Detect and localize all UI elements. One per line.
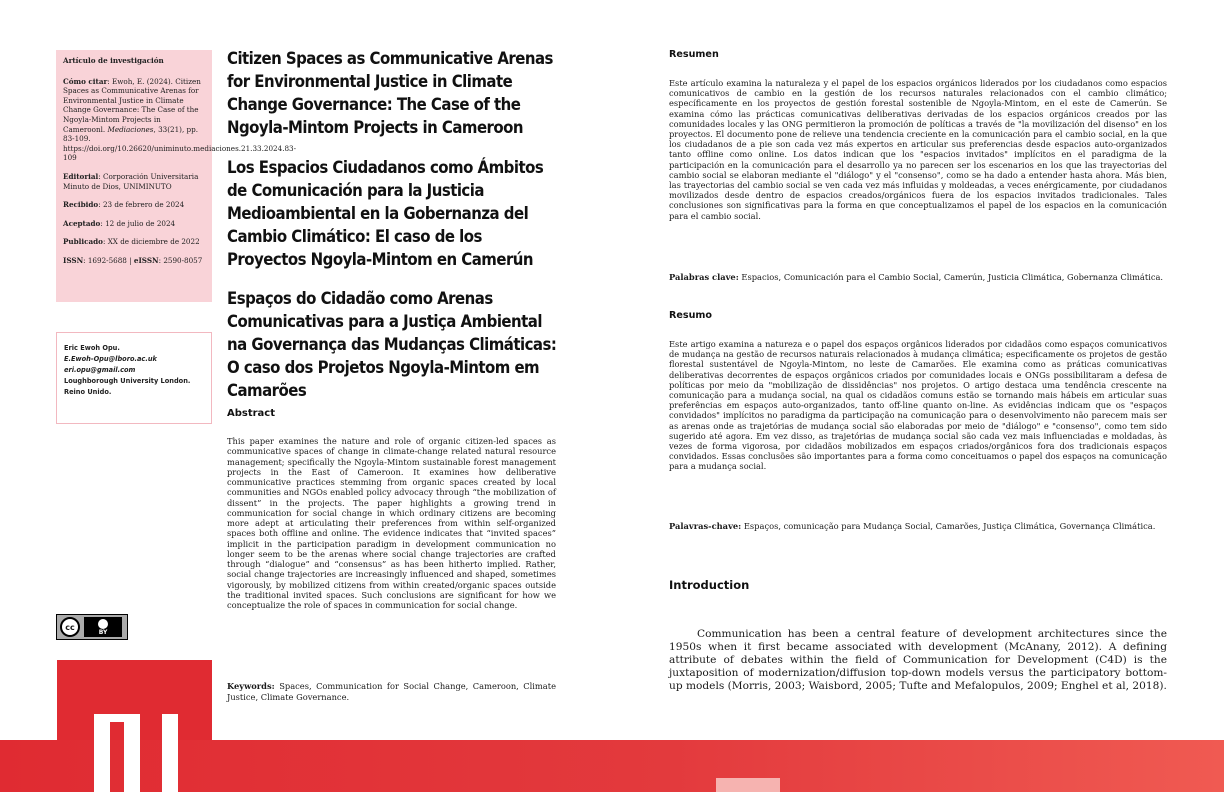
attribution-person-icon [98, 619, 108, 629]
author-country: Reino Unido. [64, 388, 112, 396]
author-name: Eric Ewoh Opu. [64, 344, 120, 352]
abstract-text: This paper examines the nature and role of organic citizen-led spaces as communicative spaces of change in climate-change related natural resource management; specifically the Ngoyla-Mintom sustainable forest management projects in the East of Cameroon. It examines how deliberative communicative practices stemming from organic spaces created by local communities and NGOs enabled policy advocacy through “the mobilization of dissent” in the projects. The paper highlights a growing trend in communication for social change in which ordinary citizens are becoming more adept at articulating their preferences from within self-organized spaces both offline and online. The evidence indicates that “invited spaces” implicit in the participation paradigm in development communication no longer seem to be the arenas where social change trajectories are crafted through “dialogue” and “consensus” as has been hitherto implied. Rather, social change trajectories are increasingly influenced and shaped, sometimes vigorously, by mobilized citizens from within created/organic spaces outside the traditional invited spaces. Such conclusions are significant for how we conceptualize the role of spaces in communication for social change. [227, 436, 556, 610]
issn: ISSN: 1692-5688 | eISSN: 2590-8057 [63, 255, 203, 265]
creative-commons-by-icon[interactable] [56, 614, 128, 640]
logo-stripe-middle [124, 714, 140, 792]
resumen-text: Este artículo examina la naturaleza y el papel de los espacios orgánicos liderados por los ciudadanos como espacios comunicativos de cambio en la gestión de los recursos naturales relacionados con el cambio climático; específicamente en los proyectos de gestión forestal sostenible de Ngoyla-Mintom, en el este de Camerún. Se examina cómo las prácticas comunicativas deliberativas derivadas de los espacios orgánicos creados por las comunidades locales y las ONG permitieron la promoción de políticas a través de "la movilización del disenso" en los proyectos. El documento pone de relieve una tendencia creciente en la comunicación para el cambio social, en la que los ciudadanos de a pie son cada vez más expertos en articular sus preferencias desde espacios auto-organizados tanto offline como online. Los datos indican que los "espacios invitados" implícitos en el paradigma de la participación en la comunicación para el desarrollo ya no parecen ser los escenarios en los que las trayectorias del cambio social se elaboran mediante el "diálogo" y el "consenso", como se ha dado a entender hasta ahora. Más bien, las trayectorias del cambio social se ven cada vez más influidas y moldeadas, a veces enérgicamente, por ciudadanos movilizados desde dentro de espacios creados/orgánicos fuera de los espacios invitados tradicionales. Tales conclusiones son significativas para la forma en que conceptualizamos el papel de los espacios en la comunicación para el cambio social. [669, 78, 1167, 221]
article-type: Artículo de investigación [63, 56, 164, 65]
keywords-english: Keywords: Spaces, Communication for Social Change, Cameroon, Climate Justice, Climate Governance. [227, 681, 556, 702]
footer-accent-stripe [716, 778, 780, 792]
logo-stripe-right [162, 714, 178, 792]
introduction-text: Communication has been a central feature of development architectures since the 1950s when it first became associated with development (McAnany, 2012). A defining attribute of debates within the field of Communication for Development (C4D) is the juxtaposition of modernization/diffusion top-down models versus the participatory bottom-up models (Morris, 2003; Waisbord, 2005; Tufte and Mefalopulos, 2009; Enghel et al, 2018). [669, 628, 1167, 692]
received-date: Recibido: 23 de febrero de 2024 [63, 200, 185, 210]
keywords-spanish: Palabras clave: Espacios, Comunicación para el Cambio Social, Camerún, Justicia Climática, Gobernanza Climática. [669, 272, 1164, 282]
logo-cap-left [94, 714, 140, 722]
title-english: Citizen Spaces as Communicative Arenas for Environmental Justice in Climate Change Governance: The Case of the Ngoyla-Mintom Projects in Cameroon [227, 49, 553, 138]
introduction-heading: Introduction [669, 578, 750, 592]
by-icon: BY [84, 617, 122, 637]
author-email-primary[interactable]: E.Ewoh-Opu@lboro.ac.uk [64, 355, 157, 363]
logo-stripe-left [94, 714, 110, 792]
author-email-secondary[interactable]: eri.opu@gmail.com [64, 366, 136, 374]
citation: Cómo citar: Ewoh, E. (2024). Citizen Spaces as Communicative Arenas for Environmental Justice in Climate Change Governance: The Case of the Ngoyla-Mintom Projects in Cameroonl. Mediaciones, 33(21), pp. 83-109. https://doi.org/10.26620/uniminuto.mediaciones.21.33.2024.83-109 [63, 76, 297, 163]
published-date: Publicado: XX de diciembre de 2022 [63, 237, 200, 247]
title-spanish: Los Espacios Ciudadanos como Ámbitos de Comunicación para la Justicia Medioambiental en la Gobernanza del Cambio Climático: El caso de los Proyectos Ngoyla-Mintom en Camerún [227, 158, 544, 270]
cc-icon: cc [60, 617, 80, 637]
abstract-heading: Abstract [227, 408, 276, 419]
accepted-date: Aceptado: 12 de julio de 2024 [63, 218, 176, 228]
author-box [56, 332, 212, 424]
keywords-portuguese: Palavras-chave: Espaços, comunicação para Mudança Social, Camarões, Justiça Climática, Governança Climática. [669, 521, 1156, 531]
resumo-heading: Resumo [669, 310, 713, 321]
title-portuguese: Espaços do Cidadão como Arenas Comunicativas para a Justiça Ambiental na Governança das Mudanças Climáticas: O caso dos Projetos Ngoyla-Mintom em Camarões [227, 289, 557, 401]
article-info-box [56, 50, 297, 302]
footer-red-bar [0, 740, 1224, 792]
resumo-text: Este artigo examina a natureza e o papel dos espaços orgânicos liderados por cidadãos como espaços comunicativos de mudança na gestão de recursos naturais relacionados à mudança climática; especificamente os projetos de gestão florestal sustentável de Ngoyla-Mintom, no leste de Camarões. Ele examina como as práticas comunicativas deliberativas decorrentes de espaços orgânicos criados por comunidades locais e ONGs possibilitaram a defesa de políticas por meio da "mobilização de dissidências" nos projetos. O artigo destaca uma tendência crescente na comunicação para a mudança social, na qual os cidadãos comuns estão se tornando mais hábeis em articular suas preferências em espaços auto-organizados, tanto off-line quanto on-line. As evidências indicam que os "espaços convidados" implícitos no paradigma da participação na comunicação para o desenvolvimento não parecem mais ser as arenas onde as trajetórias de mudança social são elaboradas por meio de "diálogo" e "consenso", como tem sido sugerido até agora. Em vez disso, as trajetórias de mudança social são cada vez mais influenciadas e moldadas, às vezes de forma vigorosa, por cidadãos mobilizados em espaços criados/orgânicos fora dos tradicionais espaços convidados. Essas conclusões são importantes para a forma como conceituamos o papel dos espaços na comunicação para a mudança social. [669, 339, 1167, 472]
editorial: Editorial: Corporación Universitaria Minuto de Dios, UNIMINUTO [63, 171, 199, 191]
resumen-heading: Resumen [669, 49, 719, 60]
author-affiliation: Loughborough University London. [64, 377, 191, 385]
